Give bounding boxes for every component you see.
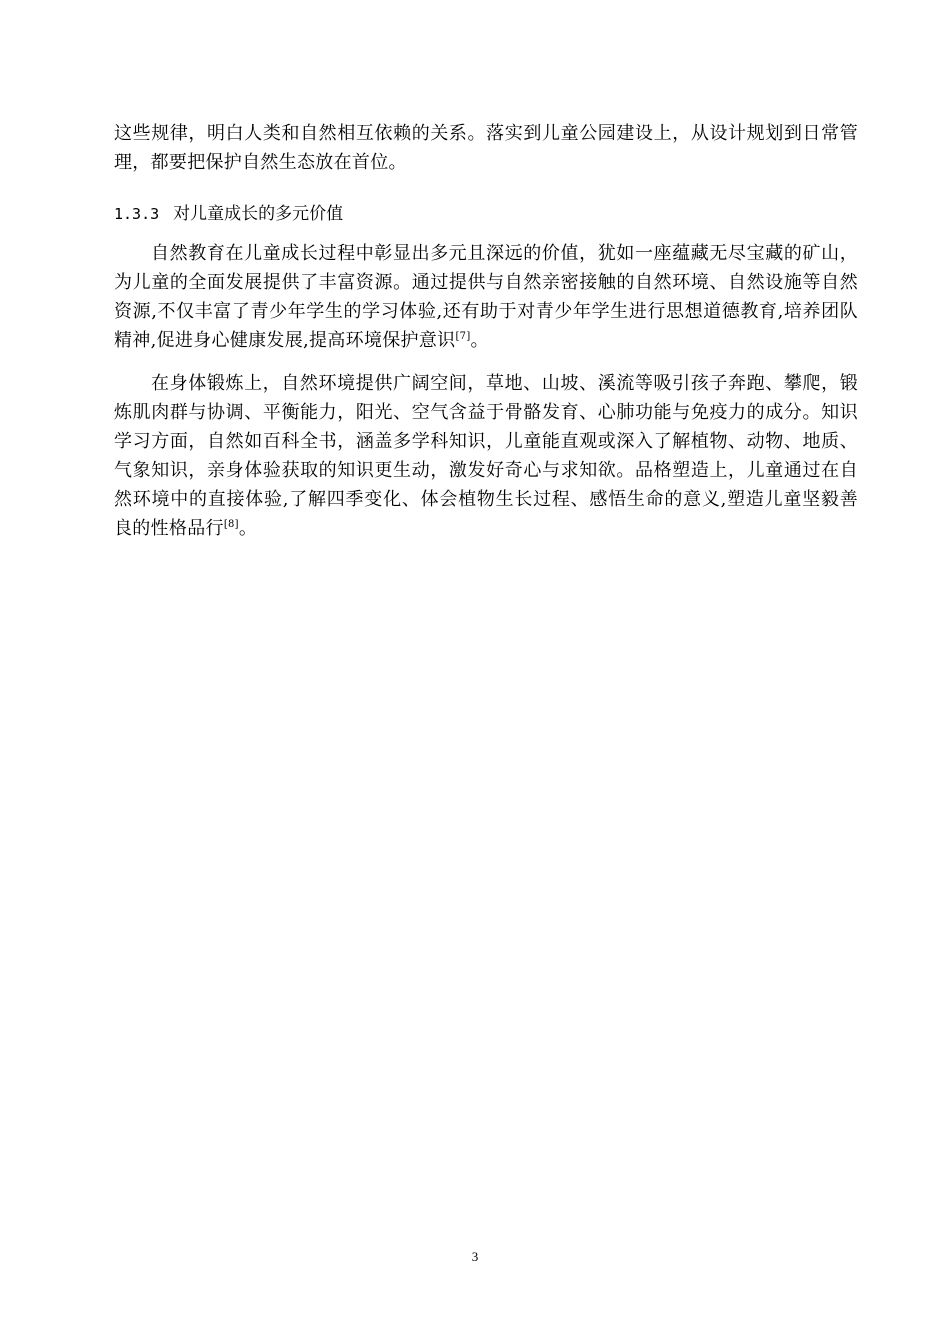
section-title: 对儿童成长的多元价值 [173, 204, 344, 224]
page-number: 3 [471, 1249, 479, 1264]
paragraph-value [114, 239, 858, 355]
paragraph-value-end: 。 [470, 330, 489, 351]
paragraph-benefits-end: 。 [238, 518, 258, 539]
citation-8: [8] [223, 519, 239, 530]
paragraph-continued: 这些规律，明白人类和自然相互依赖的关系。落实到儿童公园建设上，从设计规划到日常管理，都要把保护自然生态放在首位。 [114, 123, 858, 173]
section-heading [114, 201, 343, 227]
paragraph-benefits [114, 369, 858, 543]
paragraph-value-text: 自然教育在儿童成长过程中彰显出多元且深远的价值，犹如一座蕴藏无尽宝藏的矿山，为儿童的全面发展提供了丰富资源。通过提供与自然亲密接触的自然环境、自然设施等自然资源,不仅丰富了青少年学生的学习体验,还有助于对青少年学生进行思想道德教育,培养团队精神,促进身心健康发展,提高环境保护意识 [114, 243, 858, 351]
citation-7: [7] [455, 331, 471, 342]
section-number: 1.3.3 [114, 205, 160, 223]
paragraph-benefits-text: 在身体锻炼上，自然环境提供广阔空间，草地、山坡、溪流等吸引孩子奔跑、攀爬，锻炼肌肉群与协调、平衡能力，阳光、空气含益于骨骼发育、心肺功能与免疫力的成分。知识学习方面，自然如百科全书，涵盖多学科知识，儿童能直观或深入了解植物、动物、地质、气象知识，亲身体验获取的知识更生动，激发好奇心与求知欲。品格塑造上，儿童通过在自然环境中的直接体验,了解四季变化、体会植物生长过程、感悟生命的意义,塑造儿童坚毅善良的性格品行 [114, 373, 858, 539]
